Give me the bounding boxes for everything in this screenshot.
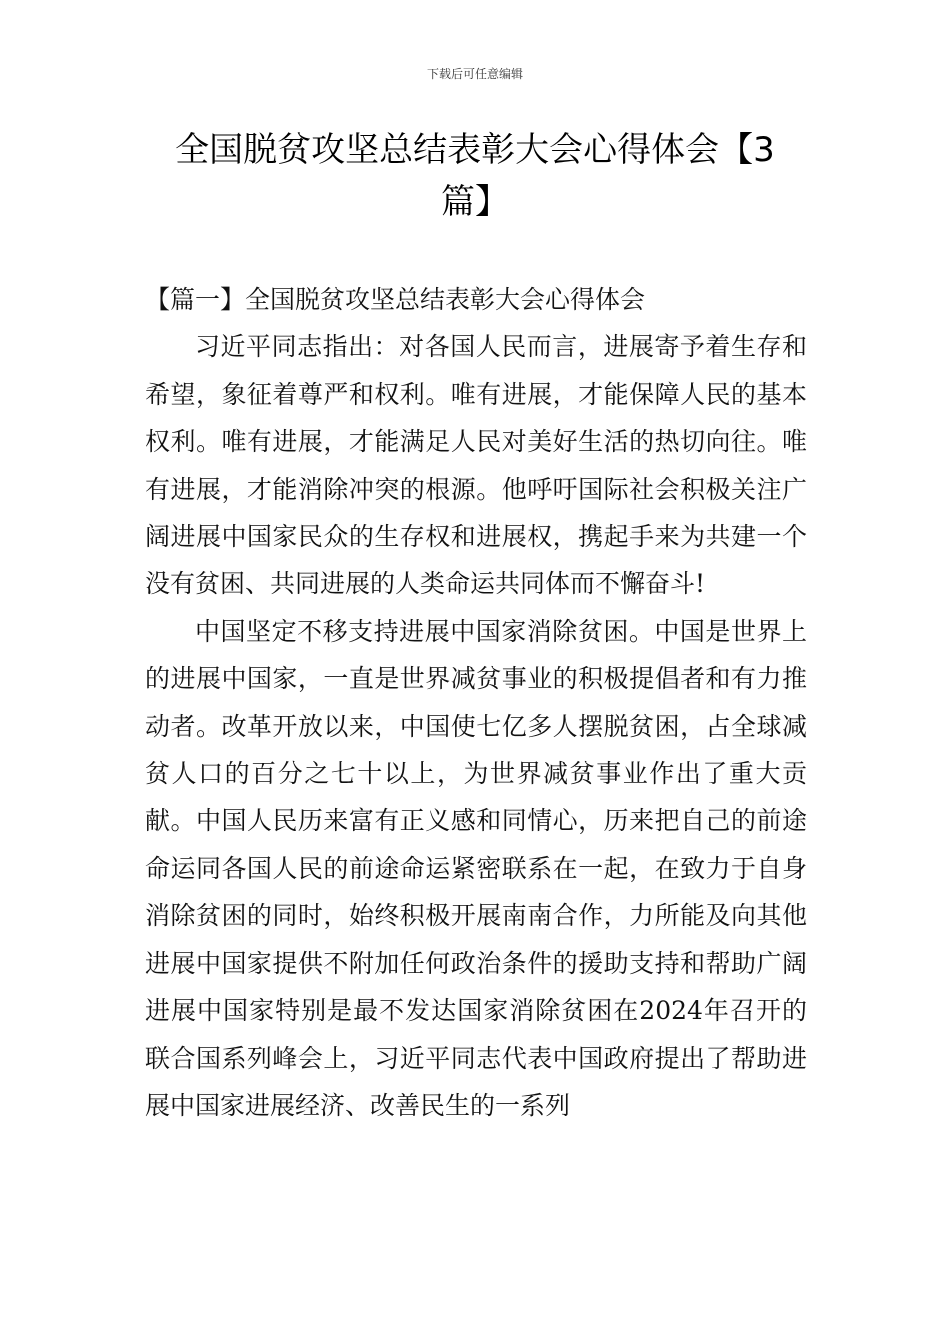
body-paragraph: 习近平同志指出：对各国人民而言，进展寄予着生存和希望，象征着尊严和权利。唯有进展，才能保障人民的基本权利。唯有进展，才能满足人民对美好生活的热切向往。唯有进展，才能消除冲突的根源。他呼吁国际社会积极关注广阔进展中国家民众的生存权和进展权，携起手来为共建一个没有贫困、共同进展的人类命运共同体而不懈奋斗!	[145, 332, 807, 599]
section-heading: 【篇一】全国脱贫攻坚总结表彰大会心得体会	[145, 285, 646, 314]
document-body	[145, 276, 807, 1129]
body-paragraph: 中国坚定不移支持进展中国家消除贫困。中国是世界上的进展中国家，一直是世界减贫事业的积极提倡者和有力推动者。改革开放以来，中国使七亿多人摆脱贫困，占全球减贫人口的百分之七十以上，为世界减贫事业作出了重大贡献。中国人民历来富有正义感和同情心，历来把自己的前途命运同各国人民的前途命运紧密联系在一起，在致力于自身消除贫困的同时，始终积极开展南南合作，力所能及向其他进展中国家提供不附加任何政治条件的援助支持和帮助广阔进展中国家特别是最不发达国家消除贫困在2024年召开的联合国系列峰会上，习近平同志代表中国政府提出了帮助进展中国家进展经济、改善民生的一系列	[145, 616, 807, 1120]
document-title: 全国脱贫攻坚总结表彰大会心得体会【3篇】	[175, 130, 775, 222]
header-note: 下载后可任意编辑	[426, 67, 523, 81]
